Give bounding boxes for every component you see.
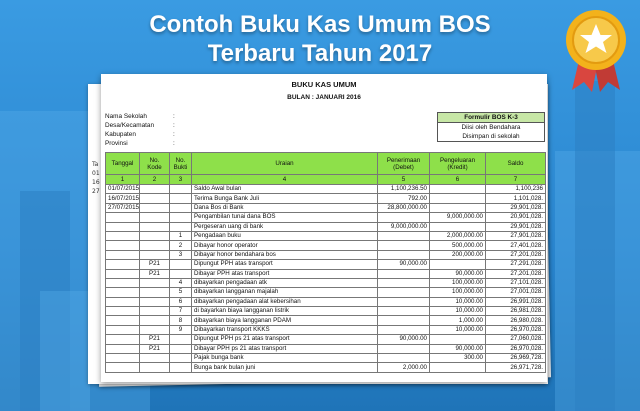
table-row	[106, 269, 546, 278]
back-sheet-lines	[92, 124, 100, 196]
cell-debet	[378, 231, 430, 240]
table-row	[106, 213, 546, 222]
cell-tanggal	[106, 278, 140, 287]
column-header: Tanggal	[106, 153, 140, 175]
headline	[0, 10, 640, 68]
table-row	[106, 185, 546, 194]
cell-saldo: 29,901,028.	[486, 222, 546, 231]
cell-kode	[140, 203, 170, 212]
cell-tanggal	[106, 297, 140, 306]
cell-kredit: 2,000,000.00	[430, 231, 486, 240]
cell-bukti: 4	[170, 278, 192, 287]
cell-bukti	[170, 269, 192, 278]
cell-bukti	[170, 194, 192, 203]
back-sheet-line: 27	[92, 188, 100, 195]
cell-tanggal	[106, 288, 140, 297]
cell-tanggal	[106, 241, 140, 250]
cell-kredit: 9,000,000.00	[430, 213, 486, 222]
table-row	[106, 203, 546, 212]
table-row	[106, 241, 546, 250]
cell-kredit: 1,000.00	[430, 316, 486, 325]
cell-bukti	[170, 185, 192, 194]
cell-kredit	[430, 222, 486, 231]
cell-saldo: 27,901,028.	[486, 231, 546, 240]
cell-uraian: Dipungut PPH atas transport	[192, 260, 378, 269]
ledger-document	[101, 74, 547, 382]
cell-bukti	[170, 203, 192, 212]
info-row: Provinsi :	[105, 140, 175, 147]
cell-bukti	[170, 363, 192, 372]
cell-uraian: dibayarkan langganan majalah	[192, 288, 378, 297]
cell-kode	[140, 213, 170, 222]
cell-uraian: Terima Bunga Bank Juli	[192, 194, 378, 203]
document-period: BULAN : JANUARI 2016	[287, 94, 361, 101]
cell-saldo: 27,401,028.	[486, 241, 546, 250]
cell-uraian: Saldo Awal bulan	[192, 185, 378, 194]
cell-tanggal	[106, 307, 140, 316]
cell-kredit: 100,000.00	[430, 288, 486, 297]
cell-bukti: 6	[170, 297, 192, 306]
cell-kredit: 10,000.00	[430, 297, 486, 306]
cell-saldo: 27,001,028.	[486, 288, 546, 297]
column-number: 7	[486, 175, 546, 185]
cell-debet: 90,000.00	[378, 335, 430, 344]
cell-tanggal	[106, 335, 140, 344]
column-header: Saldo	[486, 153, 546, 175]
document-title: BUKU KAS UMUM	[291, 80, 357, 89]
cell-saldo: 29,901,028.	[486, 203, 546, 212]
cell-uraian: Pajak bunga bank	[192, 354, 378, 363]
cell-bukti: 2	[170, 241, 192, 250]
cell-tanggal	[106, 344, 140, 353]
cell-uraian: Dipungut PPH ps 21 atas transport	[192, 335, 378, 344]
cell-bukti	[170, 354, 192, 363]
cell-kode	[140, 250, 170, 259]
cell-saldo: 26,969,728.	[486, 354, 546, 363]
cell-kode	[140, 363, 170, 372]
cell-tanggal	[106, 222, 140, 231]
cell-kode	[140, 241, 170, 250]
cell-bukti: 8	[170, 316, 192, 325]
cell-saldo: 26,971,728.	[486, 363, 546, 372]
cell-uraian: Dibayarkan transport KKKS	[192, 325, 378, 334]
cell-kredit	[430, 260, 486, 269]
cell-bukti	[170, 222, 192, 231]
cell-kode	[140, 222, 170, 231]
cell-bukti: 7	[170, 307, 192, 316]
cell-saldo: 27,060,028.	[486, 335, 546, 344]
info-row: Desa/Kecamatan :	[105, 122, 175, 129]
cell-tanggal	[106, 354, 140, 363]
cell-uraian: Pengadaan buku	[192, 231, 378, 240]
cell-debet	[378, 316, 430, 325]
cell-debet	[378, 250, 430, 259]
headline-line-2: Terbaru Tahun 2017	[207, 40, 433, 67]
cell-debet: 1,100,236.50	[378, 185, 430, 194]
cell-uraian: dibayarkan pengadaan alat kebersihan	[192, 297, 378, 306]
cell-tanggal: 16/07/2015	[106, 194, 140, 203]
info-row: Kabupaten :	[105, 131, 175, 138]
cell-debet	[378, 354, 430, 363]
cell-uraian: dibayarkan biaya langganan PDAM	[192, 316, 378, 325]
cell-uraian: Dana Bos di Bank	[192, 203, 378, 212]
column-header: No. Bukti	[170, 153, 192, 175]
cell-uraian: dibayarkan pengadaan atk	[192, 278, 378, 287]
cell-kode	[140, 278, 170, 287]
table-row	[106, 297, 546, 306]
cell-saldo: 20,901,028.	[486, 213, 546, 222]
form-info-box	[437, 112, 545, 142]
back-sheet-line: 01	[92, 170, 100, 177]
cell-kode: P21	[140, 335, 170, 344]
table-row	[106, 354, 546, 363]
cell-saldo: 26,970,028.	[486, 325, 546, 334]
table-row	[106, 222, 546, 231]
cell-uraian: Dibayar PPH atas transport	[192, 269, 378, 278]
form-title: Formulir BOS K-3	[438, 113, 544, 123]
form-line-2: Disimpan di sekolah	[462, 133, 520, 140]
cell-kredit	[430, 185, 486, 194]
column-header: Uraian	[192, 153, 378, 175]
table-row	[106, 231, 546, 240]
cell-uraian: Bunga bank bulan juni	[192, 363, 378, 372]
cell-tanggal	[106, 213, 140, 222]
table-row	[106, 344, 546, 353]
cell-uraian: Dibayar PPH ps 21 atas transport	[192, 344, 378, 353]
cell-saldo: 26,970,028.	[486, 344, 546, 353]
cell-debet	[378, 241, 430, 250]
cell-tanggal	[106, 250, 140, 259]
cell-debet: 90,000.00	[378, 260, 430, 269]
cell-saldo: 1,100,236	[486, 185, 546, 194]
cell-uraian: Pergeseran uang di bank	[192, 222, 378, 231]
table-row	[106, 363, 546, 372]
cell-debet: 9,000,000.00	[378, 222, 430, 231]
cell-uraian: Pengambilan tunai dana BOS	[192, 213, 378, 222]
column-number: 2	[140, 175, 170, 185]
cell-kredit	[430, 363, 486, 372]
cell-kode	[140, 316, 170, 325]
cell-tanggal	[106, 316, 140, 325]
table-row	[106, 325, 546, 334]
cell-debet	[378, 344, 430, 353]
column-number: 5	[378, 175, 430, 185]
cell-bukti: 1	[170, 231, 192, 240]
cell-kredit: 90,000.00	[430, 344, 486, 353]
cell-kode: P21	[140, 269, 170, 278]
cell-tanggal: 01/07/2015	[106, 185, 140, 194]
cell-kredit: 90,000.00	[430, 269, 486, 278]
cell-tanggal	[106, 231, 140, 240]
school-info	[105, 112, 175, 148]
cell-saldo: 27,201,028.	[486, 269, 546, 278]
headline-line-1: Contoh Buku Kas Umum BOS	[149, 11, 491, 38]
back-sheet-line: 16	[92, 179, 100, 186]
cell-debet	[378, 297, 430, 306]
cell-debet: 28,800,000.00	[378, 203, 430, 212]
table-row	[106, 307, 546, 316]
cell-kode	[140, 185, 170, 194]
cell-kode	[140, 325, 170, 334]
cell-kode: P21	[140, 260, 170, 269]
cell-kode: P21	[140, 344, 170, 353]
cell-tanggal	[106, 260, 140, 269]
cell-saldo: 27,291,028.	[486, 260, 546, 269]
cell-bukti	[170, 213, 192, 222]
cell-kode	[140, 354, 170, 363]
cell-bukti	[170, 260, 192, 269]
cell-bukti	[170, 344, 192, 353]
cell-kode	[140, 231, 170, 240]
table-row	[106, 335, 546, 344]
cell-kredit: 10,000.00	[430, 325, 486, 334]
column-header: Penerimaan (Debet)	[378, 153, 430, 175]
cell-kredit	[430, 194, 486, 203]
cell-saldo: 26,981,028.	[486, 307, 546, 316]
table-row	[106, 278, 546, 287]
cell-saldo: 1,101,028.	[486, 194, 546, 203]
cell-debet	[378, 278, 430, 287]
cell-debet: 792.00	[378, 194, 430, 203]
column-number: 4	[192, 175, 378, 185]
table-row	[106, 316, 546, 325]
cell-saldo: 26,991,028.	[486, 297, 546, 306]
cell-tanggal: 27/07/2015	[106, 203, 140, 212]
ledger-table	[105, 152, 546, 373]
cell-debet: 2,000.00	[378, 363, 430, 372]
cell-kode	[140, 307, 170, 316]
column-number: 6	[430, 175, 486, 185]
cell-bukti: 5	[170, 288, 192, 297]
table-row	[106, 260, 546, 269]
cell-debet	[378, 325, 430, 334]
cell-kredit: 100,000.00	[430, 278, 486, 287]
back-sheet-line: Ta	[92, 161, 99, 168]
cell-tanggal	[106, 325, 140, 334]
column-header: No. Kode	[140, 153, 170, 175]
table-row	[106, 288, 546, 297]
cell-uraian: Dibayar honor operator	[192, 241, 378, 250]
cell-bukti: 3	[170, 250, 192, 259]
cell-kredit: 300.00	[430, 354, 486, 363]
cell-bukti: 9	[170, 325, 192, 334]
form-line-1: Diisi oleh Bendahara	[461, 124, 521, 131]
cell-debet	[378, 213, 430, 222]
cell-debet	[378, 269, 430, 278]
table-row	[106, 194, 546, 203]
column-header: Pengeluaran (Kredit)	[430, 153, 486, 175]
cell-kredit: 500,000.00	[430, 241, 486, 250]
cell-saldo: 26,980,028.	[486, 316, 546, 325]
cell-bukti	[170, 335, 192, 344]
table-row	[106, 250, 546, 259]
cell-kode	[140, 297, 170, 306]
cell-debet	[378, 288, 430, 297]
cell-kredit: 200,000.00	[430, 250, 486, 259]
cell-kredit	[430, 203, 486, 212]
info-row: Nama Sekolah :	[105, 113, 175, 120]
cell-saldo: 27,101,028.	[486, 278, 546, 287]
cell-tanggal	[106, 269, 140, 278]
column-number: 3	[170, 175, 192, 185]
cell-kredit: 10,000.00	[430, 307, 486, 316]
cell-saldo: 27,201,028.	[486, 250, 546, 259]
cell-tanggal	[106, 363, 140, 372]
cell-kode	[140, 288, 170, 297]
cell-debet	[378, 307, 430, 316]
medal-star-icon	[556, 4, 636, 94]
cell-kode	[140, 194, 170, 203]
cell-uraian: Dibayar honor bendahara bos	[192, 250, 378, 259]
cell-kredit	[430, 335, 486, 344]
cell-uraian: di bayarkan biaya langganan listrik	[192, 307, 378, 316]
column-number: 1	[106, 175, 140, 185]
